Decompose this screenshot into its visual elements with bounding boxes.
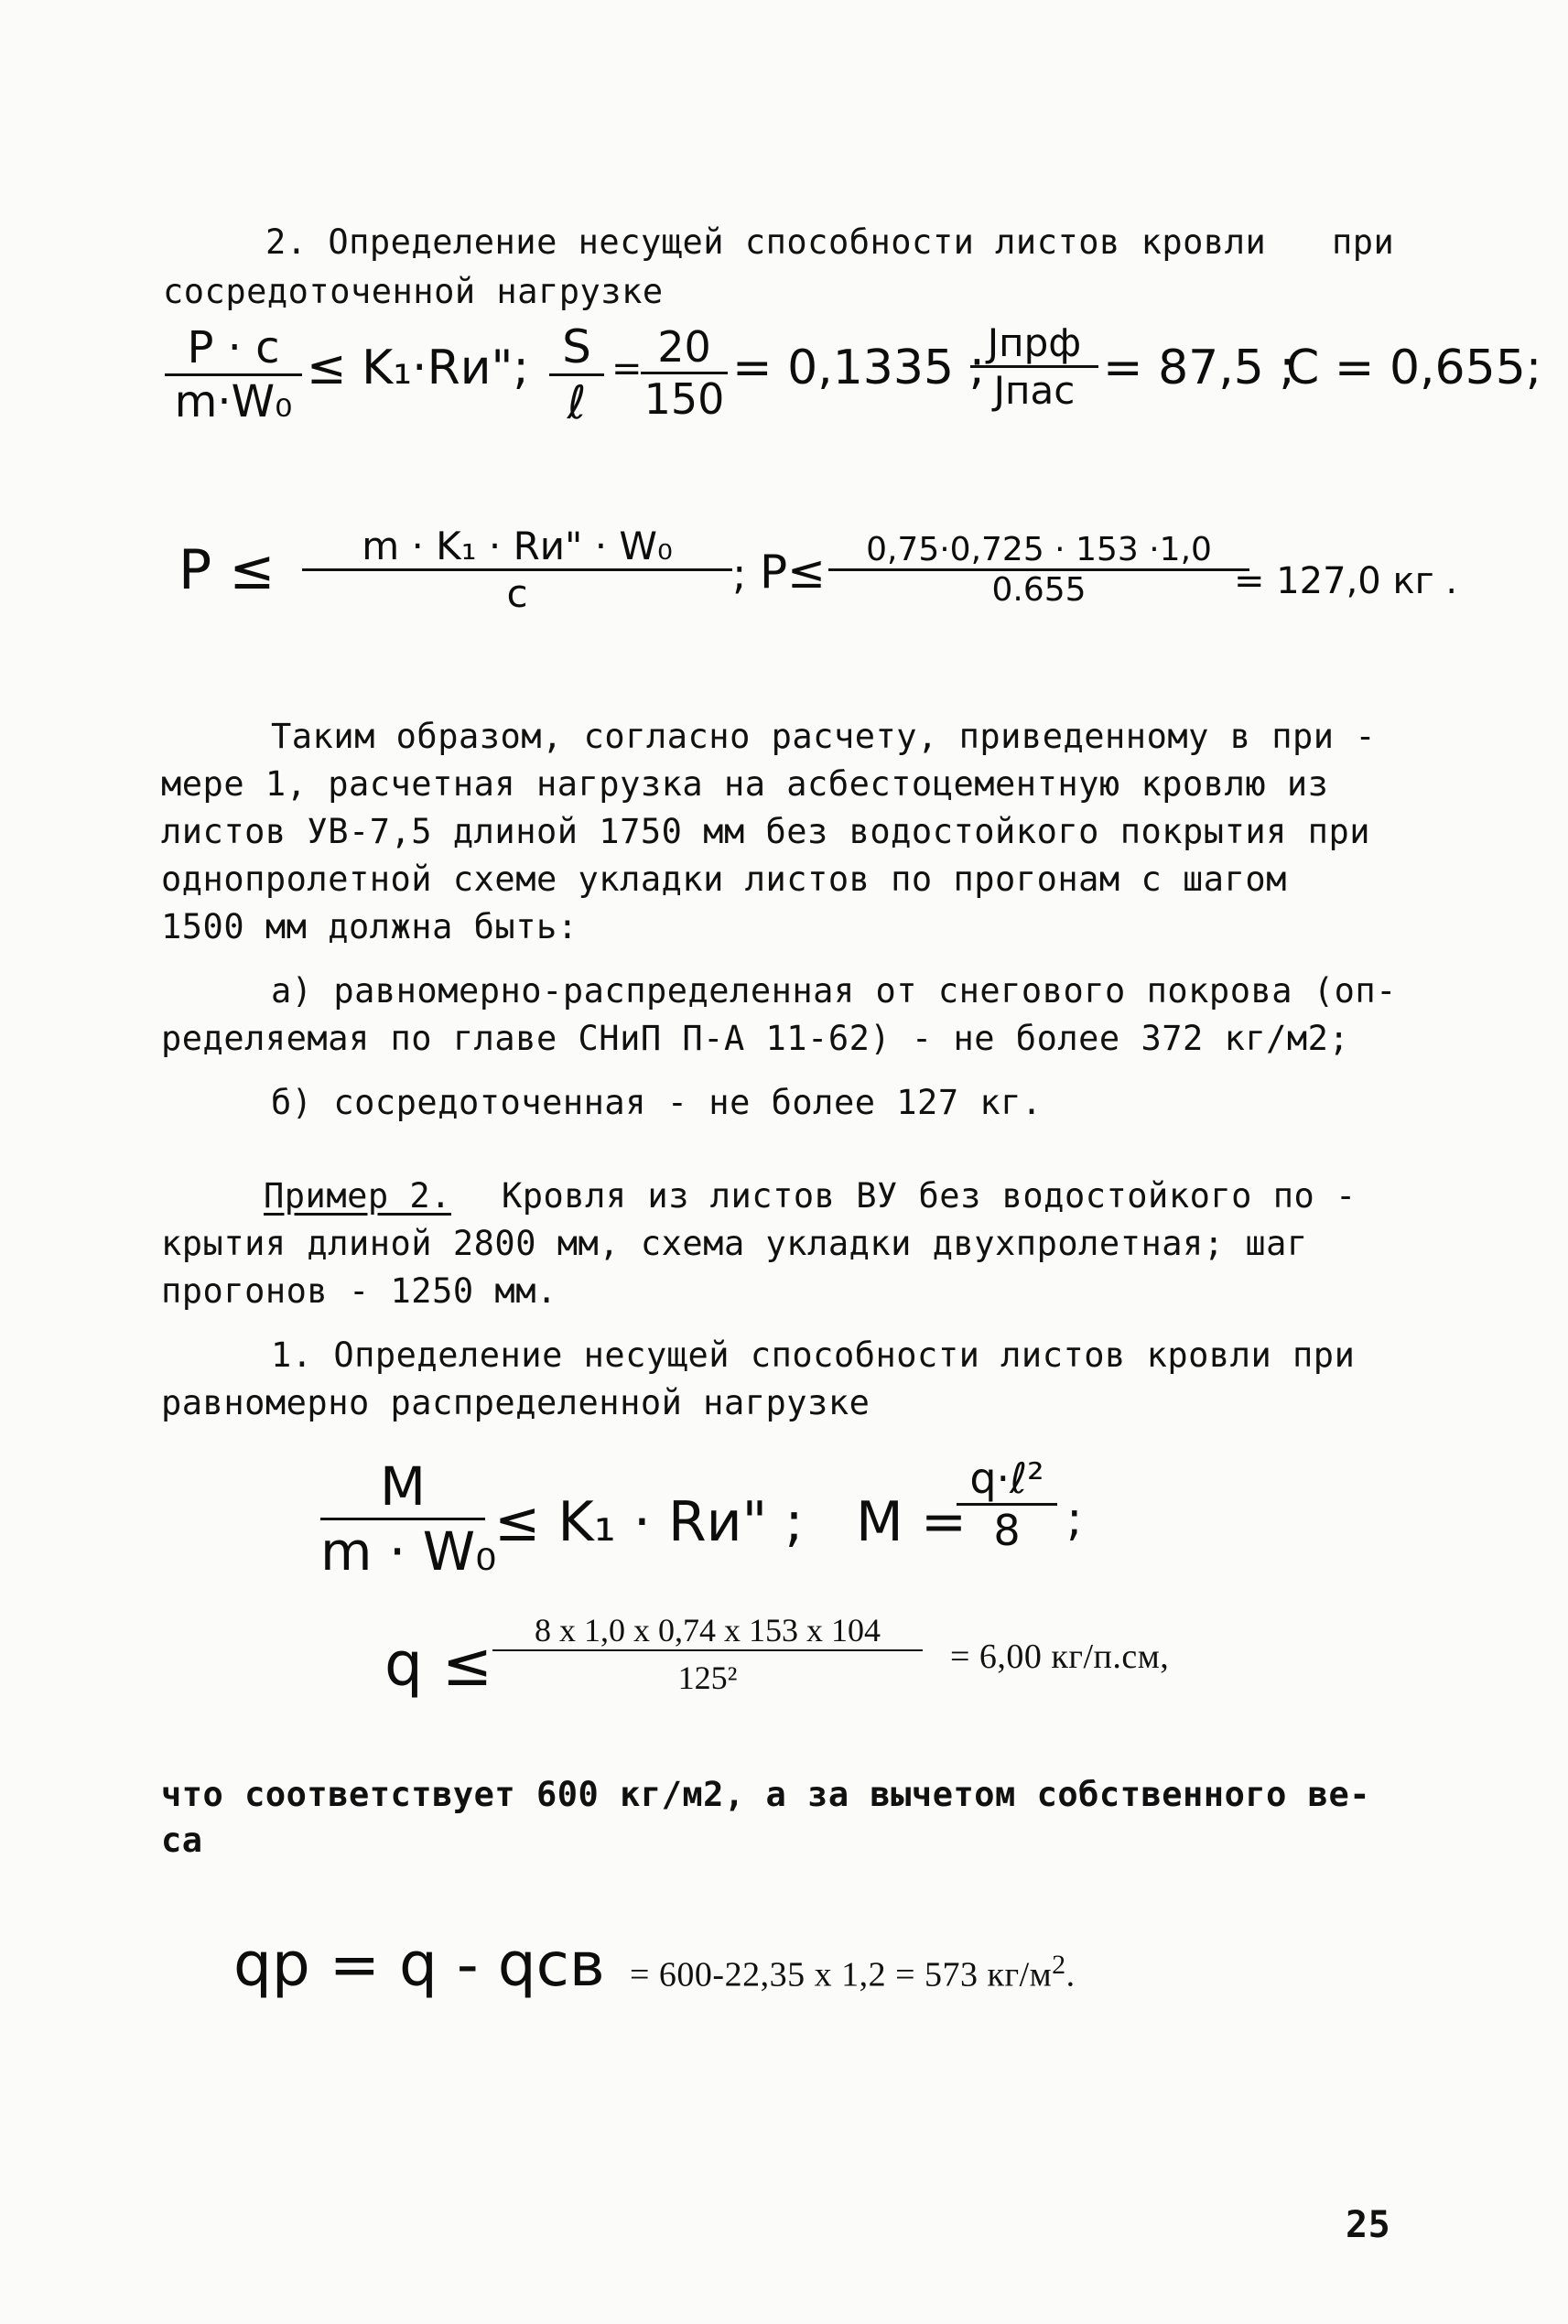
formula4-num: 8 x 1,0 x 0,74 x 153 x 104 bbox=[535, 1612, 881, 1648]
formula3-m-den: m · W₀ bbox=[320, 1520, 497, 1583]
formula3-tail: ; bbox=[1066, 1492, 1083, 1547]
formula1-lhs-num: P · c bbox=[187, 322, 280, 373]
formula2-fraction1 bbox=[302, 524, 732, 616]
example2-line2: крытия длиной 2800 мм, схема укладки двухпролетная; шаг bbox=[161, 1224, 1308, 1263]
example2-line1: Кровля из листов ВУ без водостойкого по - bbox=[502, 1176, 1357, 1216]
formula4-q: q ≤ bbox=[384, 1629, 493, 1700]
paragraph1-line1: Таким образом, согласно расчету, приведенному в при - bbox=[271, 717, 1377, 756]
section2-line1: 2. Определение несущей способности листов кровли bbox=[265, 222, 1267, 262]
formula4-den: 125² bbox=[677, 1659, 738, 1696]
example2-label: Пример 2. bbox=[264, 1176, 451, 1216]
formula1-c-result: C = 0,655; bbox=[1286, 340, 1542, 395]
formula3-m-fraction bbox=[320, 1455, 497, 1583]
paragraph1-line5: 1500 мм должна быть: bbox=[161, 907, 579, 946]
formula1-j-result: = 87,5 ; bbox=[1103, 340, 1295, 395]
document-page: 2. Определение несущей способности листов кровли при сосредоточенной нагрузке P · c m·W₀ ≤ K₁·Rи"; S ℓ = 20 150 = 0,1335 ; Jпрф Jпас = 87,5 ; C = 0,655; P ≤ m · K₁ · Rи" · W₀ c ; P≤ 0,75·0,725 · 153 ·1,0 0.655 = 127,0 кг . Таким образом, согласно расчету, приведенному в при - мере 1, расчетная нагрузка на асбестоцементную кровлю из листов УВ-7,5 длиной 1750 мм без водостойкого покрытия при однопролетной схеме укладки листов по прогонам с шагом 1500 мм должна быть: а) равномерно-распределенная от снегового покрова (оп- ределяемая по главе СНиП П-А 11-62) - не более 372 кг/м2; б) сосредоточенная - не более 127 кг. Пример 2. Кровля из листов ВУ без водостойкого по - крытия длиной 2800 мм, схема укладки двухпролетная; шаг прогонов - 1250 мм. 1. Определение несущей способности листов кровли при равномерно распределенной нагрузке M m · W₀ ≤ K₁ · Rи" ; M = q·ℓ² 8 ; q ≤ 8 x 1,0 x 0,74 x 153 x 104 125² = 6,00 кг/п.см, что соответствует 600 кг/м2, а за вычетом собственного ве- са qр = q - qсв = 600-22,35 x 1,2 = 573 $кг/м^2$. 25 bbox=[0, 0, 1568, 2324]
formula1-j-num: Jпрф bbox=[987, 320, 1082, 365]
paragraph2-line1: что соответствует 600 кг/м2, а за вычетом собственного ве- bbox=[161, 1775, 1371, 1814]
formula3-q-den: 8 bbox=[993, 1506, 1021, 1555]
formula1-s-den: ℓ bbox=[567, 376, 587, 429]
section1-line1: 1. Определение несущей способности листов кровли при bbox=[271, 1335, 1356, 1375]
item-a-line1: а) равномерно-распределенная от снегового покрова (оп- bbox=[271, 971, 1397, 1011]
item-a-line2: ределяемая по главе СНиП П-А 11-62) - не более 372 кг/м2; bbox=[161, 1019, 1350, 1058]
formula1-j-den: Jпас bbox=[993, 368, 1076, 413]
formula2-f2-num: 0,75·0,725 · 153 ·1,0 bbox=[866, 531, 1212, 568]
formula1-s-num2: 20 bbox=[657, 322, 711, 372]
formula3-q-fraction bbox=[957, 1454, 1057, 1555]
formula4-fraction bbox=[492, 1611, 923, 1697]
paragraph2-line2: са bbox=[161, 1821, 203, 1860]
formula5-rhs: = 600-22,35 x 1,2 = 573 $кг/м^2$. bbox=[630, 1950, 1076, 1994]
formula3-q-num: q·ℓ² bbox=[969, 1454, 1044, 1503]
paragraph1-line3: листов УВ-7,5 длиной 1750 мм без водостойкого покрытия при bbox=[161, 812, 1371, 851]
section2-line2: сосредоточенной нагрузке bbox=[163, 272, 664, 311]
formula1-s-den2: 150 bbox=[643, 374, 725, 424]
formula5-lhs: qр = q - qсв bbox=[233, 1929, 605, 2000]
formula1-lhs-fraction bbox=[165, 322, 302, 427]
formula2-f1-num: m · K₁ · Rи" · W₀ bbox=[362, 524, 673, 568]
formula1-s-fraction2 bbox=[641, 322, 728, 424]
section2-line1-tail: при bbox=[1332, 222, 1395, 262]
formula3-m-num: M bbox=[379, 1455, 427, 1518]
formula1-lhs-rel: ≤ K₁·Rи"; bbox=[307, 340, 529, 395]
formula2-fraction2 bbox=[828, 531, 1249, 609]
formula1-lhs-den: m·W₀ bbox=[174, 376, 293, 427]
section1-line2: равномерно распределенной нагрузке bbox=[161, 1383, 871, 1422]
paragraph1-line2: мере 1, расчетная нагрузка на асбестоцементную кровлю из bbox=[161, 764, 1329, 804]
formula2-sep: ; bbox=[732, 549, 747, 599]
formula1-s-fraction bbox=[549, 320, 604, 429]
formula2-f1-den: c bbox=[506, 571, 528, 616]
formula4-result: = 6,00 кг/п.см, bbox=[950, 1638, 1170, 1676]
formula3-m-eq: M = bbox=[856, 1490, 968, 1554]
formula2-f2-den: 0.655 bbox=[991, 571, 1087, 609]
formula1-s-result: = 0,1335 ; bbox=[732, 340, 986, 395]
item-b: б) сосредоточенная - не более 127 кг. bbox=[271, 1083, 1043, 1122]
formula2-p1: P ≤ bbox=[178, 538, 276, 602]
formula1-j-fraction bbox=[970, 320, 1098, 413]
example2-line3: прогонов - 1250 мм. bbox=[161, 1271, 557, 1311]
paragraph1-line4: однопролетной схеме укладки листов по прогонам с шагом bbox=[161, 859, 1287, 899]
formula2-result: = 127,0 кг . bbox=[1234, 560, 1458, 602]
page-number: 25 bbox=[1346, 2204, 1391, 2246]
formula3-rel: ≤ K₁ · Rи" ; bbox=[494, 1490, 804, 1554]
formula1-s-num: S bbox=[562, 320, 591, 373]
formula2-p2: P≤ bbox=[760, 546, 827, 599]
